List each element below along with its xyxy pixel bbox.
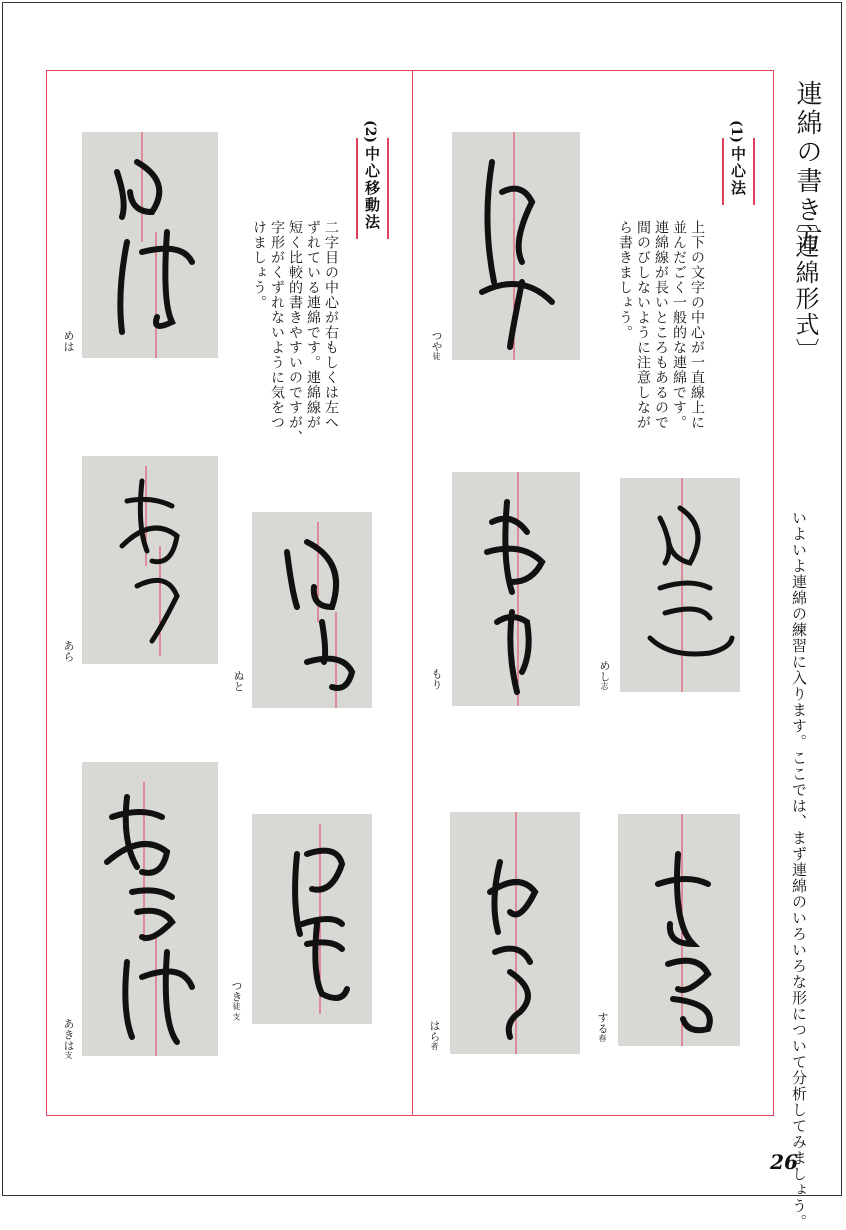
intro-text: いよいよ連綿の練習に入ります。ここでは、まず連綿のいろいろな形について分析してみましょう。 — [790, 510, 808, 1230]
section-1-line: 上下の文字の中心が一直線上に — [689, 220, 705, 430]
specimen-meha — [82, 132, 218, 358]
section-2-line: ずれている連綿です。連綿線が — [305, 220, 321, 430]
caption-mori: もり — [430, 668, 443, 690]
page-number: 26 — [770, 1150, 798, 1174]
caption-hara: はら者 — [428, 1020, 441, 1050]
section-1-title: 中心法 — [722, 138, 755, 205]
specimen-meshi — [620, 478, 740, 692]
center-divider — [412, 70, 413, 1116]
section-2-number: (2) — [362, 120, 378, 143]
calligraphy-image — [450, 812, 580, 1054]
calligraphy-image — [82, 132, 218, 358]
page-title: 連綿の書き方 — [792, 80, 822, 254]
caption-nuto: ぬと — [232, 670, 245, 692]
specimen-mori — [452, 472, 580, 706]
calligraphy-image — [252, 512, 372, 708]
page-subtitle: 〔連綿形式〕 — [791, 208, 819, 364]
calligraphy-image — [452, 472, 580, 706]
section-2-line: 短く比較的書きやすいのですが、 — [287, 220, 303, 445]
specimen-tsuki — [252, 814, 372, 1024]
section-2-line: 二字目の中心が右もしくは左へ — [323, 220, 339, 430]
calligraphy-image — [452, 132, 580, 360]
specimen-akiha — [82, 762, 218, 1056]
caption-meha: めは — [62, 330, 75, 352]
section-1-line: 間のびしないように注意しなが — [635, 220, 651, 430]
calligraphy-image — [252, 814, 372, 1024]
section-1-line: 連綿線が長いところもあるので — [653, 220, 669, 430]
section-1-number: (1) — [728, 120, 744, 143]
section-2-line: 字形がくずれないように気をつ — [269, 220, 285, 430]
section-2-title: 中心移動法 — [356, 138, 389, 239]
specimen-hara — [450, 812, 580, 1054]
calligraphy-image — [82, 456, 218, 664]
caption-tsuya: つや徒 — [430, 330, 443, 360]
caption-ara: あら — [62, 640, 75, 662]
section-2-line: けましょう。 — [251, 220, 267, 310]
caption-meshi: めし志 — [598, 660, 611, 690]
section-1-line: 並んだごく一般的な連綿です。 — [671, 220, 687, 430]
calligraphy-image — [82, 762, 218, 1056]
section-1-line: ら書きましょう。 — [617, 220, 633, 340]
caption-akiha: あきは支 — [62, 1018, 75, 1059]
specimen-tsuya — [452, 132, 580, 360]
caption-suru: する春 — [596, 1012, 609, 1042]
calligraphy-image — [618, 814, 740, 1046]
caption-tsuki: つき徒 支 — [230, 980, 243, 1021]
calligraphy-image — [620, 478, 740, 692]
specimen-suru — [618, 814, 740, 1046]
specimen-ara — [82, 456, 218, 664]
specimen-nuto — [252, 512, 372, 708]
